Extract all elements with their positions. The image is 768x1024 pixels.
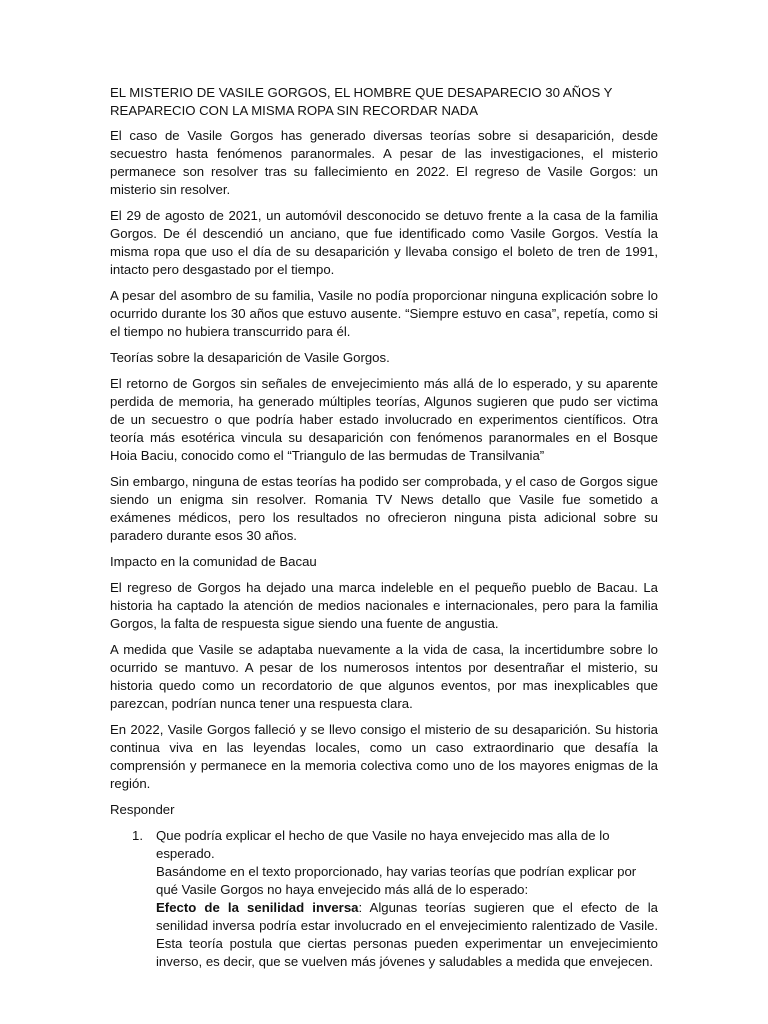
list-number: 1.: [132, 828, 143, 843]
answer-intro: Basándome en el texto proporcionado, hay varias teorías que podrían explicar por qué Vasile Gorgos no haya envejecido más allá de lo esperado:: [156, 864, 637, 897]
paragraph: El 29 de agosto de 2021, un automóvil desconocido se detuvo frente a la casa de la familia Gorgos. De él descendió un anciano, que fue identificado como Vasile Gorgos. Vestía la misma ropa que uso el día de su desaparición y llevaba consigo el boleto de tren de 1991, intacto pero desgastado por el tiempo.: [110, 208, 658, 277]
bold-term: Efecto de la senilidad inversa: [156, 900, 359, 915]
numbered-list: [110, 827, 658, 971]
answer-text: [156, 899, 658, 971]
paragraph: Sin embargo, ninguna de estas teorías ha podido ser comprobada, y el caso de Gorgos sigue siendo un enigma sin resolver. Romania TV News detallo que Vasile fue sometido a exámenes médicos, pero los resultados no ofrecieron ninguna pista adicional sobre su paradero durante esos 30 años.: [110, 474, 658, 543]
paragraph: A pesar del asombro de su familia, Vasile no podía proporcionar ninguna explicación sobre lo ocurrido durante los 30 años que estuvo ausente. “Siempre estuvo en casa”, repetía, como si el tiempo no hubiera transcurrido para él.: [110, 288, 658, 339]
document-body: [110, 84, 658, 971]
paragraph: El caso de Vasile Gorgos has generado diversas teorías sobre si desaparición, desde secuestro hasta fenómenos paranormales. A pesar de las investigaciones, el misterio permanece son resolver tras su fallecimiento en 2022. El regreso de Vasile Gorgos: un misterio sin resolver.: [110, 128, 658, 197]
question-text: Que podría explicar el hecho de que Vasile no haya envejecido mas alla de lo esperado.: [156, 828, 610, 861]
section-heading: Teorías sobre la desaparición de Vasile Gorgos.: [110, 350, 390, 365]
section-heading: Responder: [110, 802, 175, 817]
answer-body: : Algunas teorías sugieren que el efecto de la senilidad inversa podría estar involucrado en el envejecimiento ralentizado de Vasile. Esta teoría postula que ciertas personas pueden experimentar un envejecimiento inverso, es decir, que se vuelven más jóvenes y saludables a medida que envejecen.: [156, 900, 658, 969]
paragraph: El regreso de Gorgos ha dejado una marca indeleble en el pequeño pueblo de Bacau. La historia ha captado la atención de medios nacionales e internacionales, pero para la familia Gorgos, la falta de respuesta sigue siendo una fuente de angustia.: [110, 580, 658, 631]
section-heading: Impacto en la comunidad de Bacau: [110, 554, 317, 569]
document-title: EL MISTERIO DE VASILE GORGOS, EL HOMBRE QUE DESAPARECIO 30 AÑOS Y REAPARECIO CON LA MISMA ROPA SIN RECORDAR NADA: [110, 85, 613, 118]
paragraph: El retorno de Gorgos sin señales de envejecimiento más allá de lo esperado, y su aparente perdida de memoria, ha generado múltiples teorías, Algunos sugieren que pudo ser victima de un secuestro o que podría haber estado involucrado en experimentos científicos. Otra teoría más esotérica vincula su desaparición con fenómenos paranormales en el Bosque Hoia Baciu, conocido como el “Triangulo de las bermudas de Transilvania”: [110, 376, 658, 463]
list-item: [110, 827, 658, 971]
paragraph: En 2022, Vasile Gorgos falleció y se llevo consigo el misterio de su desaparición. Su historia continua viva en las leyendas locales, como un caso extraordinario que desafía la comprensión y permanece en la memoria colectiva como uno de los mayores enigmas de la región.: [110, 722, 658, 791]
paragraph: A medida que Vasile se adaptaba nuevamente a la vida de casa, la incertidumbre sobre lo ocurrido se mantuvo. A pesar de los numerosos intentos por desentrañar el misterio, su historia quedo como un recordatorio de que algunos eventos, por mas inexplicables que parezcan, podrían nunca tener una respuesta clara.: [110, 642, 658, 711]
